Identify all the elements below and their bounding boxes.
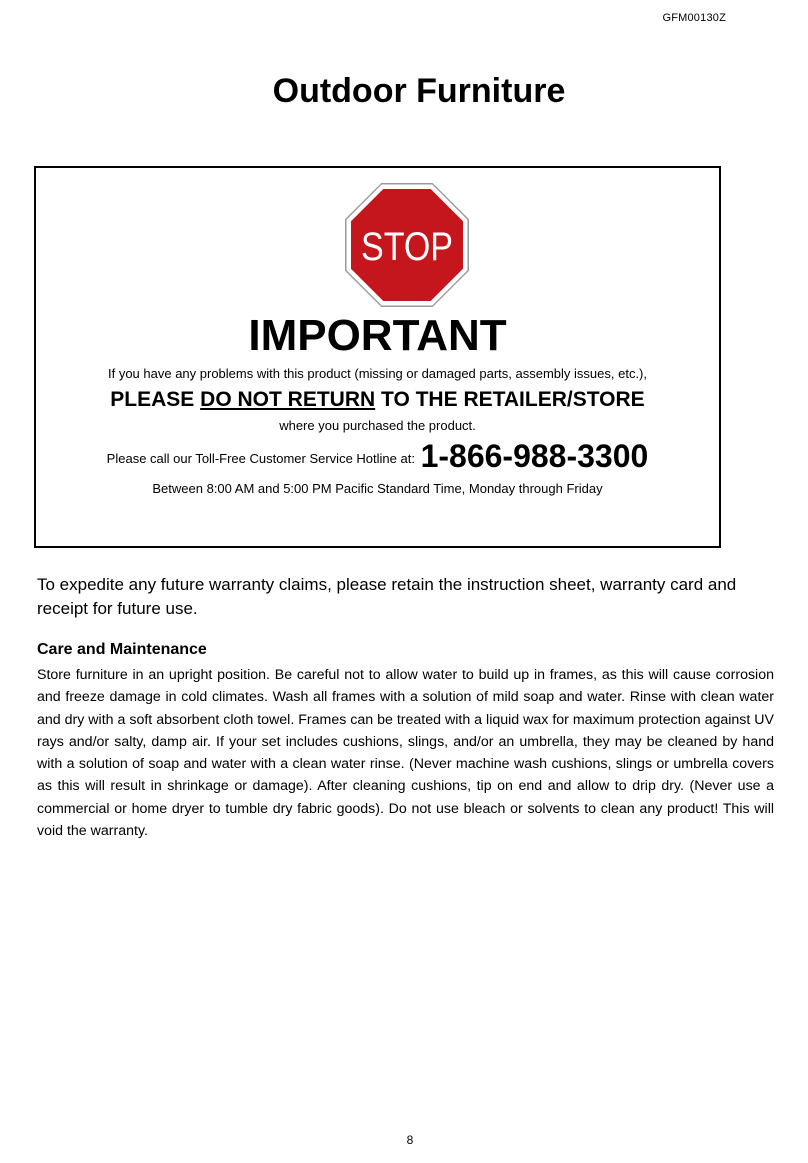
purchased-line: where you purchased the product. (279, 418, 476, 433)
important-heading: IMPORTANT (248, 311, 507, 360)
document-code: GFM00130Z (662, 12, 726, 24)
return-suffix: TO THE RETAILER/STORE (375, 388, 645, 411)
care-body-text: Store furniture in an upright position. Be careful not to allow water to build up in frames, as this will cause corrosion and freeze damage in cold climates. Wash all frames with a solution of mild soap and water. Rinse with clean water and dry with a soft absorbent cloth towel. Frames can be treated with a liquid wax for maximum protection against UV rays and/or salty, damp air. If your set includes cushions, slings, and/or an umbrella, they may be cleaned by hand with a solution of soap and water with a clean water rinse. (Never machine wash cushions, slings or umbrella covers as this will result in shrinkage or damage). After cleaning cushions, tip on end and allow to drip dry. (Never use a commercial or home dryer to tumble dry fabric goods). Do not use bleach or solvents to clean any product! This will void the warranty. (37, 667, 774, 840)
hotline-phone-number: 1-866-988-3300 (420, 438, 649, 474)
hotline-label: Please call our Toll-Free Customer Service Hotline at: (106, 451, 415, 466)
warranty-note: To expedite any future warranty claims, please retain the instruction sheet, warranty card and receipt for future use. (37, 575, 737, 618)
do-not-return-line (36, 388, 719, 412)
stop-sign-text: STOP (361, 225, 453, 269)
return-prefix: PLEASE (110, 388, 201, 411)
stop-sign-icon (345, 183, 469, 307)
problems-line: If you have any problems with this product (missing or damaged parts, assembly issues, etc.), (107, 366, 647, 381)
page-number: 8 (406, 1133, 414, 1147)
hotline-line (36, 438, 719, 475)
page-title: Outdoor Furniture (272, 72, 566, 110)
hotline-hours: Between 8:00 AM and 5:00 PM Pacific Standard Time, Monday through Friday (152, 481, 603, 496)
do-not-return-emphasis: DO NOT RETURN (200, 388, 376, 411)
important-notice-box (34, 166, 721, 548)
care-heading: Care and Maintenance (37, 641, 207, 658)
